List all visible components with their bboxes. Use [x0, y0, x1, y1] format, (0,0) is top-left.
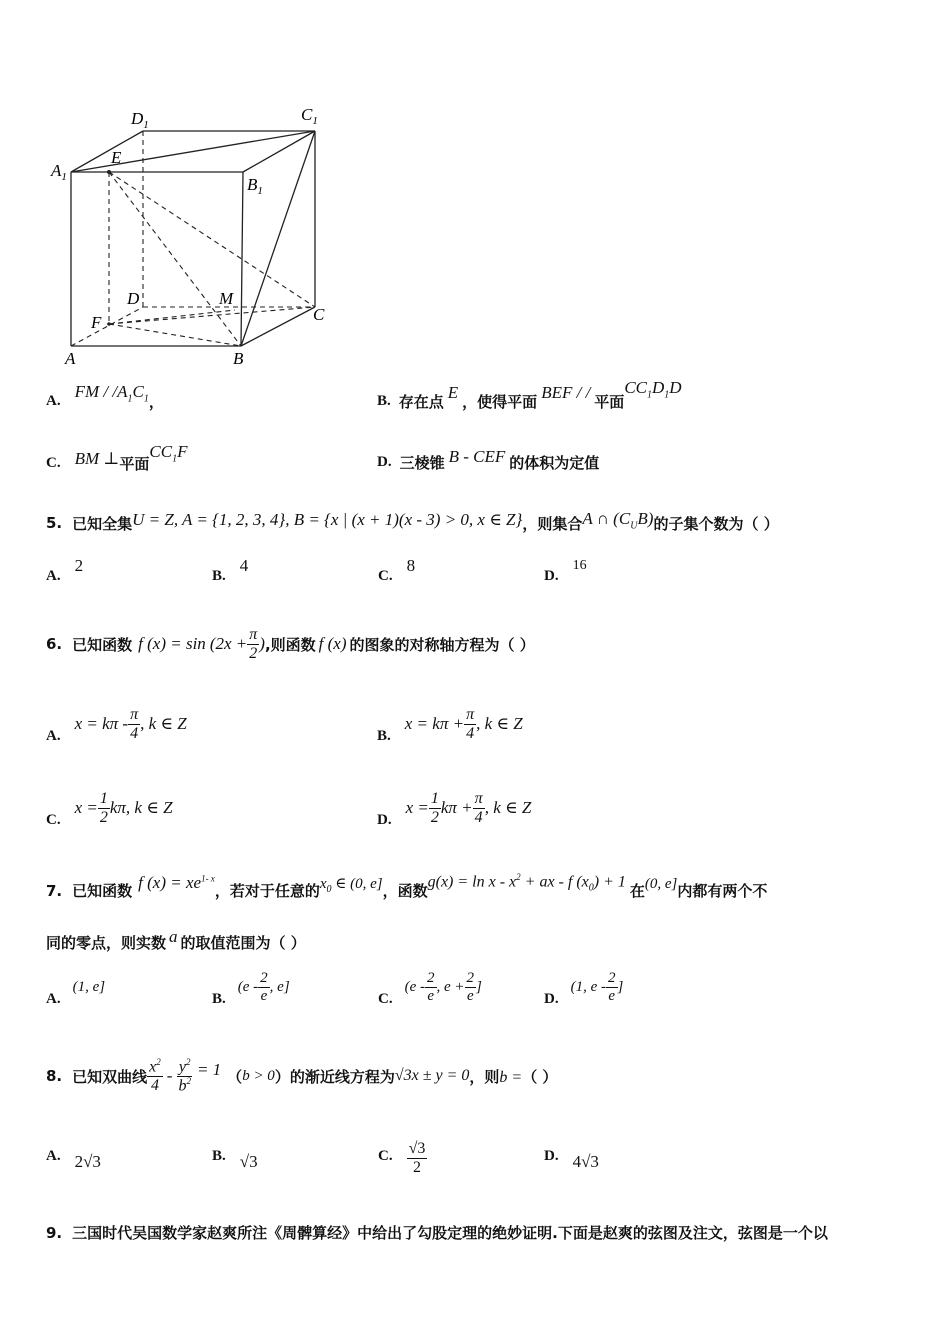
option-text: 平面	[119, 454, 150, 473]
hidden-a-d	[71, 307, 143, 346]
diag-b-c1	[241, 131, 315, 346]
question-8	[46, 1058, 557, 1095]
label-d1: $D_1$	[131, 109, 149, 131]
question-9	[46, 1222, 828, 1243]
option-math: (e -	[404, 978, 425, 995]
question-math: √3x ± y = 0	[394, 1067, 470, 1085]
question-math: f (x) = sin	[138, 634, 206, 654]
question-math: A ∩ $(C_UB)$	[582, 509, 654, 532]
option-math: $CC_1D_1D$	[624, 378, 682, 401]
question-math: (0, e]	[644, 876, 678, 893]
label-c: C	[313, 305, 325, 324]
option-math: x = kπ -	[74, 714, 129, 734]
option-math: , e]	[269, 978, 290, 995]
q4-option-a[interactable]	[46, 382, 164, 412]
q8-option-b[interactable]	[212, 1147, 378, 1172]
option-value: 8	[406, 556, 416, 575]
q6-option-a[interactable]	[46, 706, 187, 742]
point-f	[107, 322, 111, 326]
option-math: x =	[405, 798, 429, 818]
option-value: 2√3	[74, 1152, 101, 1172]
q5-option-c[interactable]	[378, 556, 544, 586]
question-math: $x_0$ ∈ (0, e]	[319, 876, 383, 896]
question-math: (2x +	[209, 634, 248, 654]
option-math: E	[447, 383, 459, 403]
q4-option-c[interactable]	[46, 442, 188, 474]
option-text: 存在点	[398, 392, 444, 411]
label-a: A	[65, 349, 76, 368]
q6-option-b[interactable]	[377, 706, 523, 742]
pi-over-2: $\frac{\pi}{2}$	[249, 626, 258, 662]
option-letter: D.	[544, 990, 559, 1007]
option-letter: C.	[378, 1147, 393, 1164]
option-math: (1, e -	[570, 978, 606, 995]
point-e	[107, 170, 111, 174]
option-letter: B.	[212, 567, 226, 584]
option-letter: B.	[377, 392, 391, 409]
label-b: B	[233, 349, 244, 368]
option-fraction: $\frac{2}{e}$	[466, 970, 475, 1004]
question-text: ，函数	[382, 882, 428, 901]
question-math: f $(x) = xe^{1- x}$	[138, 872, 215, 892]
question-text: ,则函数	[264, 635, 316, 654]
hidden-f-b	[109, 324, 241, 346]
option-letter: D.	[377, 811, 392, 828]
hidden-f-m	[109, 310, 235, 324]
q5-option-d[interactable]	[544, 558, 710, 585]
question-number: 7.	[46, 881, 63, 900]
question-math: f (x)	[318, 634, 347, 654]
hidden-f-c	[109, 307, 315, 324]
option-math: B - CEF	[448, 446, 506, 466]
option-math: (e -	[237, 978, 259, 995]
question-number: 8.	[46, 1067, 63, 1086]
question-math: U = Z, A = {1, 2, 3, 4}	[132, 510, 286, 530]
q8-option-c[interactable]	[378, 1140, 544, 1176]
option-letter: C.	[378, 990, 393, 1007]
option-math: ]	[617, 978, 624, 995]
question-math: b =	[499, 1069, 523, 1087]
question-6	[46, 626, 535, 662]
option-letter: D.	[377, 454, 392, 470]
option-letter: A.	[46, 1147, 61, 1164]
q4-option-d[interactable]	[377, 446, 600, 473]
label-d: D	[127, 289, 140, 308]
q7-option-a[interactable]	[46, 978, 212, 1007]
question-text: 已知全集	[72, 514, 133, 533]
label-e: E	[111, 148, 122, 167]
option-value: 4	[239, 556, 249, 575]
question-math: b > 0	[242, 1067, 275, 1084]
question-7-line-2	[46, 926, 306, 953]
q5-options	[46, 556, 746, 586]
option-letter: B.	[212, 1147, 226, 1164]
option-math: BM ⊥	[74, 449, 120, 469]
cube-figure	[45, 100, 345, 370]
option-letter: A.	[46, 990, 61, 1007]
option-math: FM / $/A_1C_1$	[74, 382, 149, 405]
question-number: 9.	[46, 1223, 63, 1242]
q7-option-b[interactable]	[212, 970, 378, 1007]
q6-option-d[interactable]	[377, 790, 531, 826]
option-math: BEF / /	[541, 383, 591, 403]
question-text: 已知双曲线	[72, 1067, 148, 1086]
option-letter: B.	[212, 990, 226, 1007]
q7-options	[46, 970, 766, 1007]
option-value: 16	[572, 558, 587, 573]
cube-diagram	[45, 100, 345, 370]
label-f: F	[91, 313, 102, 332]
question-text: ，则集合	[522, 514, 583, 533]
question-math: = 1	[196, 1060, 222, 1080]
question-text: 在	[629, 882, 645, 901]
question-math: )	[259, 634, 265, 654]
option-math: ]	[476, 978, 482, 995]
hidden-e-c	[109, 172, 315, 307]
option-text: 平面	[594, 392, 625, 411]
y2-over-b2: $\frac{y^2}{b^2}$	[178, 1057, 191, 1095]
option-fraction: $\frac{2}{e}$	[260, 970, 268, 1004]
option-value: 4√3	[572, 1152, 599, 1172]
option-value: √3	[239, 1152, 258, 1172]
q7-option-c[interactable]	[378, 970, 544, 1007]
question-math: -	[166, 1066, 173, 1086]
question-text: ，若对于任意的	[214, 882, 320, 901]
q6-option-c[interactable]	[46, 790, 173, 826]
option-letter: C.	[46, 454, 61, 471]
option-fraction: $\frac{\pi}{4}$	[466, 706, 475, 742]
option-letter: D.	[544, 1147, 559, 1164]
question-5	[46, 509, 779, 534]
question-text: ，则	[469, 1067, 500, 1086]
label-b1: $B_1$	[247, 175, 263, 197]
option-math: , e +	[436, 978, 465, 995]
question-text: ）的渐近线方程为	[274, 1067, 395, 1086]
q8-options	[46, 1140, 766, 1176]
option-fraction: $\frac{2}{e}$	[427, 970, 435, 1004]
hidden-e-b	[109, 172, 241, 346]
option-math: x = kπ +	[404, 714, 465, 734]
option-fraction: $\frac{\pi}{4}$	[130, 706, 139, 742]
label-c1: $C_1$	[301, 105, 318, 127]
option-letter: C.	[46, 811, 61, 828]
option-text: ，使得平面	[462, 392, 538, 411]
question-text: 的取值范围为（ ）	[180, 934, 306, 952]
option-letter: B.	[377, 727, 391, 744]
question-number: 5.	[46, 514, 63, 533]
question-math: $g(x) = \ln x - x^2$ + ax - f $(x_0) + 1$	[427, 872, 626, 894]
q5-option-a[interactable]	[46, 556, 212, 586]
option-letter: A.	[46, 727, 61, 744]
option-fraction: $\frac{\pi}{4}$	[474, 790, 483, 826]
option-text: 的体积为定值	[509, 454, 600, 472]
option-math: , k ∈ Z	[484, 798, 532, 818]
question-text: 已知函数	[72, 882, 133, 901]
option-math: , k ∈ Z	[476, 714, 523, 734]
question-text: 同的零点，则实数	[46, 934, 167, 952]
option-letter: A.	[46, 567, 61, 584]
q7-option-d[interactable]	[544, 970, 710, 1007]
question-math: a	[169, 926, 178, 946]
option-fraction: $\frac{1}{2}$	[430, 790, 439, 826]
option-letter: C.	[378, 567, 393, 584]
option-value: 2	[74, 556, 84, 575]
label-m: M	[219, 289, 234, 308]
option-math: $CC_1F$	[149, 442, 188, 465]
option-math: x =	[74, 798, 98, 818]
edge-b1-b	[241, 172, 243, 346]
option-letter: A.	[46, 392, 61, 409]
option-math: kπ +	[440, 798, 473, 818]
question-text: 的子集个数为（ ）	[653, 514, 779, 533]
q5-option-b[interactable]	[212, 556, 378, 586]
q8-option-d[interactable]	[544, 1147, 710, 1172]
option-fraction: $\frac{2}{e}$	[608, 970, 616, 1004]
label-a1: $A_1$	[51, 161, 67, 183]
question-math: , B = {x | (x + 1)(x - 3) > 0, x ∈ Z}	[285, 510, 523, 530]
question-text: 三国时代吴国数学家赵爽所注《周髀算经》中给出了勾股定理的绝妙证明.下面是赵爽的弦图及注文，弦图是一个以	[72, 1224, 828, 1242]
option-math: (1, e]	[72, 978, 106, 995]
option-tail: ，	[148, 392, 164, 411]
question-number: 6.	[46, 635, 63, 654]
option-text: 三棱锥	[399, 454, 445, 472]
question-text: （	[227, 1067, 243, 1086]
option-fraction: $\frac{1}{2}$	[99, 790, 108, 826]
option-math: , k ∈ Z	[140, 714, 187, 734]
q4-option-b[interactable]	[377, 378, 682, 412]
question-7	[46, 872, 768, 902]
option-letter: D.	[544, 567, 559, 584]
question-text: 的图象的对称轴方程为（ ）	[349, 635, 535, 654]
question-text: （ ）	[522, 1067, 558, 1086]
x2-over-4: $\frac{x^2}{4}$	[149, 1057, 161, 1095]
option-math: kπ, k ∈ Z	[109, 798, 173, 818]
question-text: 已知函数	[72, 635, 133, 654]
question-text: 内都有两个不	[677, 882, 768, 901]
q8-option-a[interactable]	[46, 1147, 212, 1172]
option-fraction: $\frac{√3}{2}$	[408, 1140, 426, 1176]
